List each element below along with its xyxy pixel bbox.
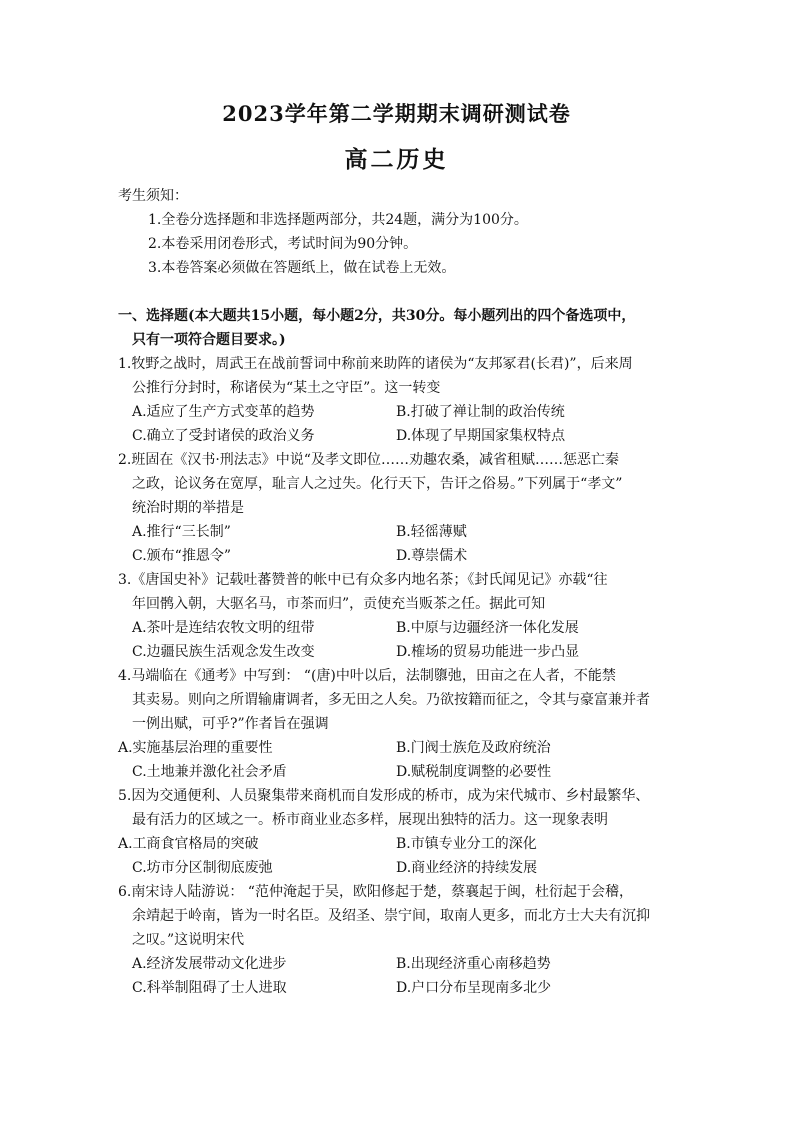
question-2-stem: 2.班固在《汉书·刑法志》中说“及孝文即位……劝趣农桑，减省租赋……惩恶亡秦: [118, 452, 619, 468]
question-6-option-d: D.户口分布呈现南多北少: [396, 980, 552, 996]
notice-heading: 考生须知：: [118, 188, 188, 204]
question-2-stem: 统治时期的举措是: [132, 500, 244, 516]
question-4-stem: 4.马端临在《通考》中写到： “(唐)中叶以后，法制隳弛，田亩之在人者，不能禁: [118, 668, 616, 684]
question-6-option-b: B.出现经济重心南移趋势: [396, 956, 551, 972]
question-5-stem: 最有活力的区域之一。桥市商业业态多样，展现出独特的活力。这一现象表明: [132, 812, 608, 828]
question-5-option-a: A.工商食官格局的突破: [118, 836, 259, 852]
exam-subject: 高二历史: [344, 146, 449, 173]
question-4-stem: 一例出赋，可乎?”作者旨在强调: [132, 716, 329, 732]
question-5-option-c: C.坊市分区制彻底废弛: [132, 860, 273, 876]
question-1-option-c: C.确立了受封诸侯的政治义务: [132, 428, 315, 444]
section-heading-cont: 只有一项符合题目要求。): [132, 332, 286, 348]
question-6-option-c: C.科举制阻碍了士人进取: [132, 980, 287, 996]
question-2-option-d: D.尊崇儒术: [396, 548, 468, 564]
question-1-option-a: A.适应了生产方式变革的趋势: [132, 404, 315, 420]
question-3-option-a: A.茶叶是连结农牧文明的纽带: [132, 620, 315, 636]
question-1-option-d: D.体现了早期国家集权特点: [396, 428, 566, 444]
question-4-option-a: A.实施基层治理的重要性: [118, 740, 273, 756]
question-2-option-c: C.颁布“推恩令”: [132, 548, 231, 564]
question-4-option-b: B.门阀士族危及政府统治: [396, 740, 551, 756]
question-1-option-b: B.打破了禅让制的政治传统: [396, 404, 565, 420]
question-3-stem: 3.《唐国史补》记载吐蕃赞普的帐中已有众多内地名茶；《封氏闻见记》亦载“往: [118, 572, 608, 588]
question-6-stem: 6.南宋诗人陆游说： “范仲淹起于吴，欧阳修起于楚，蔡襄起于闽，杜衍起于会稽，: [118, 884, 633, 900]
question-4-option-c: C.土地兼并激化社会矛盾: [132, 764, 287, 780]
question-2-option-a: A.推行“三长制”: [132, 524, 231, 540]
notice-item: 2.本卷采用闭卷形式，考试时间为90分钟。: [148, 236, 418, 252]
section-heading: 一、选择题(本大题共15小题，每小题2分，共30分。每小题列出的四个备选项中，: [118, 308, 636, 324]
question-6-stem: 余靖起于岭南，皆为一时名臣。及绍圣、崇宁间，取南人更多，而北方士大夫有沉抑: [132, 908, 650, 924]
notice-item: 1.全卷分选择题和非选择题两部分，共24题，满分为100分。: [148, 212, 528, 228]
question-2-option-b: B.轻徭薄赋: [396, 524, 467, 540]
question-3-option-d: D.榷场的贸易功能进一步凸显: [396, 644, 580, 660]
notice-item: 3.本卷答案必须做在答题纸上，做在试卷上无效。: [148, 260, 456, 276]
exam-title: 2023学年第二学期期末调研测试卷: [222, 101, 571, 126]
question-5-option-b: B.市镇专业分工的深化: [396, 836, 537, 852]
question-5-option-d: D.商业经济的持续发展: [396, 860, 538, 876]
question-3-option-b: B.中原与边疆经济一体化发展: [396, 620, 579, 636]
question-4-stem: 其卖易。则向之所谓输庸调者，多无田之人矣。乃欲按籍而征之，令其与豪富兼并者: [132, 692, 650, 708]
question-1-stem: 1.牧野之战时，周武王在战前誓词中称前来助阵的诸侯为“友邦冢君(长君)”，后来周: [118, 356, 633, 372]
question-6-option-a: A.经济发展带动文化进步: [132, 956, 287, 972]
question-3-option-c: C.边疆民族生活观念发生改变: [132, 644, 315, 660]
question-3-stem: 年回鹘入朝，大驱名马，市茶而归”，贡使充当贩茶之任。据此可知: [132, 596, 546, 612]
question-6-stem: 之叹。”这说明宋代: [132, 932, 245, 948]
question-5-stem: 5.因为交通便利、人员聚集带来商机而自发形成的桥市，成为宋代城市、乡村最繁华、: [118, 788, 650, 804]
question-2-stem: 之政，论议务在宽厚，耻言人之过失。化行天下，告讦之俗易。”下列属于“孝文”: [132, 476, 623, 492]
question-4-option-d: D.赋税制度调整的必要性: [396, 764, 552, 780]
question-1-stem: 公推行分封时，称诸侯为“某土之守臣”。这一转变: [132, 380, 441, 396]
